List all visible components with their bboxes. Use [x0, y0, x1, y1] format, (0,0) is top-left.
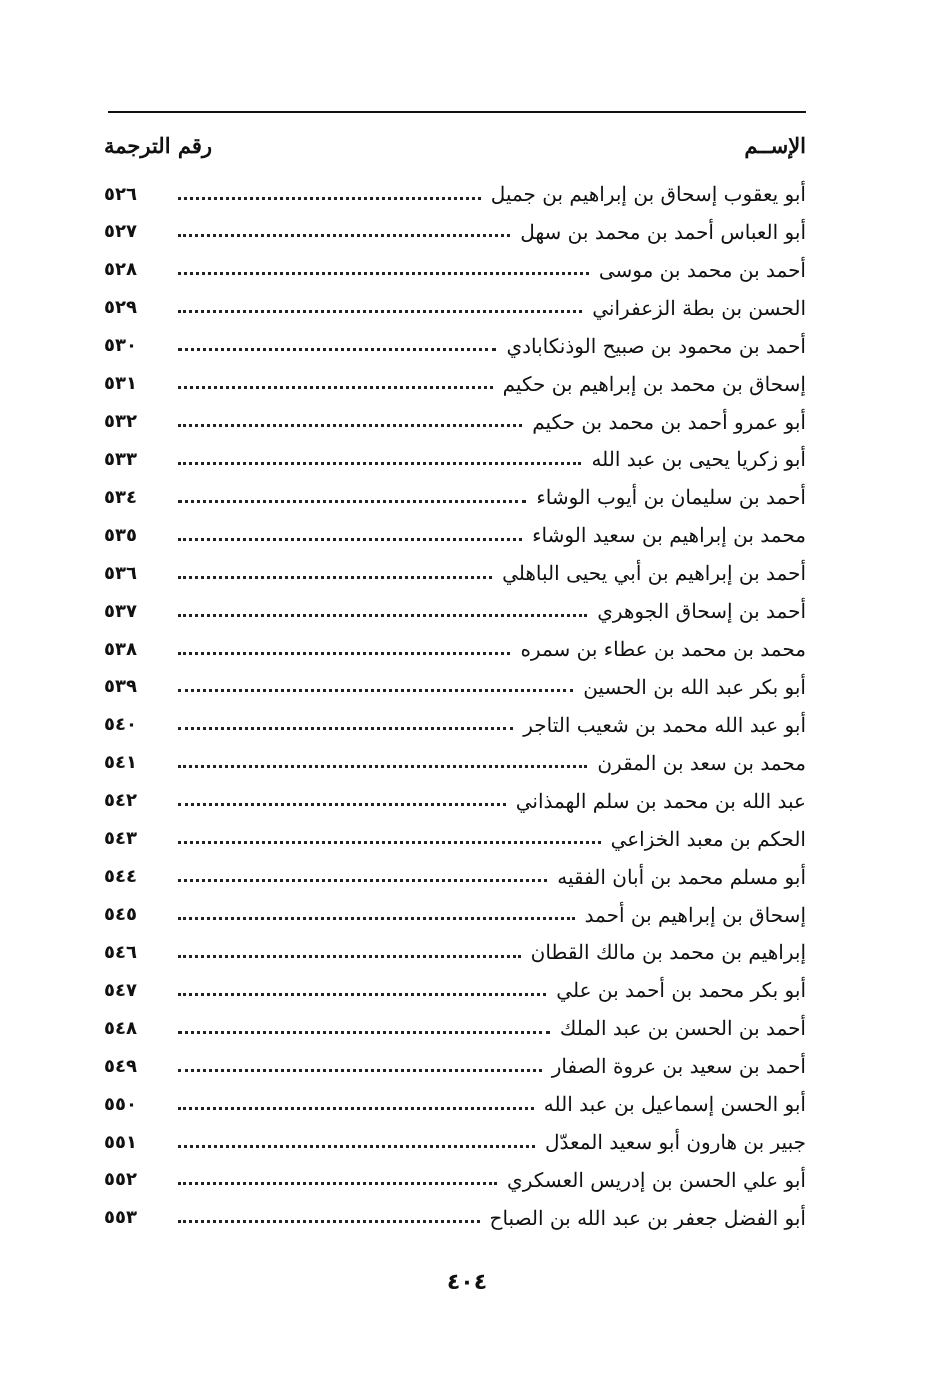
entry-number: ٥٣٢ — [104, 411, 137, 433]
entry-number: ٥٣٧ — [104, 600, 137, 622]
entry-name: جبير بن هارون أبو سعيد المعدّل — [545, 1130, 806, 1155]
entry-name: محمد بن سعد بن المقرن — [597, 750, 806, 775]
dot-leader — [178, 576, 492, 579]
entry-name: أبو بكر عبد الله بن الحسين — [583, 674, 806, 699]
list-item — [104, 517, 806, 553]
list-item — [104, 1162, 806, 1198]
list-item — [104, 859, 806, 895]
entry-number: ٥٤٧ — [104, 979, 137, 1001]
list-item — [104, 631, 806, 667]
column-header — [104, 128, 806, 162]
dot-leader — [178, 500, 526, 503]
list-item — [104, 214, 806, 250]
dot-leader — [178, 272, 589, 275]
entry-name: الحكم بن معبد الخزاعي — [610, 826, 806, 851]
list-item — [104, 1124, 806, 1160]
list-item — [104, 328, 806, 364]
list-item — [104, 290, 806, 326]
list-item — [104, 783, 806, 819]
dot-leader — [178, 310, 582, 313]
list-item — [104, 669, 806, 705]
dot-leader — [178, 689, 573, 692]
list-item — [104, 479, 806, 515]
entry-number: ٥٤٠ — [104, 714, 137, 736]
dot-leader — [178, 955, 521, 958]
entry-number: ٥٤٩ — [104, 1055, 137, 1077]
entry-name: أبو بكر محمد بن أحمد بن علي — [556, 978, 806, 1003]
dot-leader — [178, 538, 522, 541]
dot-leader — [178, 614, 587, 617]
list-item — [104, 176, 806, 212]
dot-leader — [178, 993, 546, 996]
page-number: ٤٠٤ — [446, 1270, 488, 1295]
list-item — [104, 404, 806, 440]
dot-leader — [178, 803, 506, 806]
entry-name: محمد بن إبراهيم بن سعيد الوشاء — [532, 523, 806, 548]
list-item — [104, 1086, 806, 1122]
entry-name: إسحاق بن محمد بن إبراهيم بن حكيم — [502, 371, 806, 396]
dot-leader — [178, 386, 493, 389]
dot-leader — [178, 462, 581, 465]
dot-leader — [178, 652, 510, 655]
list-item — [104, 555, 806, 591]
list-item — [104, 1010, 806, 1046]
list-item — [104, 1200, 806, 1236]
entry-number: ٥٣٤ — [104, 486, 137, 508]
entry-number: ٥٣٣ — [104, 448, 137, 470]
dot-leader — [178, 1031, 550, 1034]
entry-name: أبو مسلم محمد بن أبان الفقيه — [557, 864, 806, 889]
entry-number: ٥٤٤ — [104, 866, 137, 888]
list-item — [104, 934, 806, 970]
entry-name: أبو العباس أحمد بن محمد بن سهل — [520, 219, 806, 244]
dot-leader — [178, 234, 510, 237]
entry-name: إبراهيم بن محمد بن مالك القطان — [530, 940, 806, 965]
entry-number: ٥٤٨ — [104, 1017, 137, 1039]
dot-leader — [178, 424, 522, 427]
entry-name: عبد الله بن محمد بن سلم الهمذاني — [515, 788, 806, 813]
dot-leader — [178, 1069, 542, 1072]
entry-name: أبو يعقوب إسحاق بن إبراهيم بن جميل — [490, 182, 806, 206]
dot-leader — [178, 1107, 534, 1110]
entry-name: أحمد بن محمد بن موسى — [598, 257, 806, 282]
entry-number: ٥٣٩ — [104, 676, 137, 698]
entry-name: محمد بن محمد بن عطاء بن سمره — [520, 637, 806, 662]
entry-number: ٥٣٠ — [104, 335, 137, 357]
entry-name: إسحاق بن إبراهيم بن أحمد — [584, 902, 806, 927]
dot-leader — [178, 765, 587, 768]
entry-number-column-label: رقم الترجمة — [104, 132, 213, 158]
entry-number: ٥٢٩ — [104, 297, 137, 319]
list-item — [104, 972, 806, 1008]
list-item — [104, 1048, 806, 1084]
entry-name: أبو عبد الله محمد بن شعيب التاجر — [523, 712, 806, 737]
entry-number: ٥٢٨ — [104, 259, 137, 281]
entry-name: أحمد بن محمود بن صبيح الوذنكابادي — [506, 333, 806, 358]
dot-leader — [178, 879, 547, 882]
entry-number: ٥٢٦ — [104, 183, 137, 205]
index-list — [104, 176, 806, 1236]
dot-leader — [178, 197, 481, 200]
entry-number: ٥٤٣ — [104, 828, 137, 850]
list-item — [104, 593, 806, 629]
entry-name: أحمد بن إبراهيم بن أبي يحيى الباهلي — [502, 561, 806, 586]
entry-number: ٥٣٦ — [104, 562, 137, 584]
entry-number: ٥٢٧ — [104, 221, 137, 243]
entry-number: ٥٥٢ — [104, 1169, 137, 1191]
list-item — [104, 252, 806, 288]
entry-number: ٥٥٠ — [104, 1093, 137, 1115]
dot-leader — [178, 841, 601, 844]
dot-leader — [178, 727, 513, 730]
entry-number: ٥٤٢ — [104, 790, 137, 812]
top-rule — [108, 111, 806, 113]
entry-name: أبو الفضل جعفر بن عبد الله بن الصباح — [489, 1205, 806, 1230]
entry-name: أبو زكريا يحيى بن عبد الله — [591, 447, 806, 472]
entry-number: ٥٤٦ — [104, 941, 137, 963]
entry-name: أحمد بن سعيد بن عروة الصفار — [551, 1054, 806, 1079]
name-column-label: الإســم — [744, 132, 806, 158]
entry-number: ٥٥٣ — [104, 1207, 137, 1229]
entry-number: ٥٣٨ — [104, 638, 137, 660]
list-item — [104, 897, 806, 933]
entry-name: أحمد بن إسحاق الجوهري — [597, 599, 806, 624]
list-item — [104, 821, 806, 857]
list-item — [104, 441, 806, 477]
entry-name: الحسن بن بطة الزعفراني — [592, 295, 806, 320]
list-item — [104, 366, 806, 402]
entry-name: أبو عمرو أحمد بن محمد بن حكيم — [532, 409, 806, 434]
entry-number: ٥٤٥ — [104, 904, 137, 926]
entry-name: أحمد بن الحسن بن عبد الملك — [559, 1016, 806, 1041]
list-item — [104, 745, 806, 781]
dot-leader — [178, 1145, 535, 1148]
dot-leader — [178, 1182, 497, 1185]
dot-leader — [178, 1220, 480, 1223]
dot-leader — [178, 917, 575, 920]
entry-name: أبو علي الحسن بن إدريس العسكري — [507, 1167, 806, 1192]
entry-number: ٥٤١ — [104, 752, 137, 774]
entry-number: ٥٣٥ — [104, 524, 137, 546]
entry-number: ٥٣١ — [104, 373, 137, 395]
list-item — [104, 707, 806, 743]
entry-name: أحمد بن سليمان بن أيوب الوشاء — [536, 485, 806, 510]
entry-name: أبو الحسن إسماعيل بن عبد الله — [543, 1092, 806, 1117]
entry-number: ٥٥١ — [104, 1131, 137, 1153]
dot-leader — [178, 348, 496, 351]
